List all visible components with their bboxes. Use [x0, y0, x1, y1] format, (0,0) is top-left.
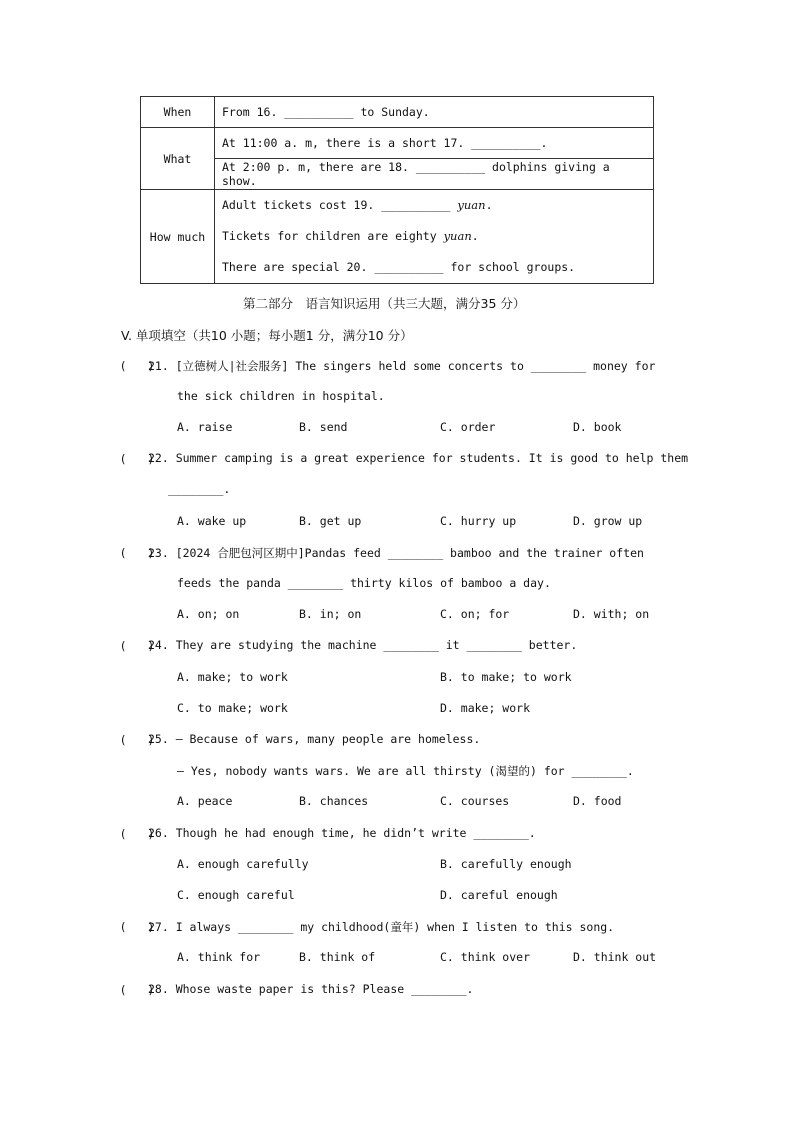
- table-row: [141, 97, 654, 128]
- option-c: C. order: [440, 420, 496, 434]
- option-b: B. get up: [299, 514, 362, 528]
- option-b: B. send: [299, 420, 348, 434]
- section-title: V. 单项填空（共10 小题；每小题1 分，满分10 分）: [121, 328, 413, 343]
- option-a: A. raise: [177, 420, 233, 434]
- table-text: .: [471, 229, 479, 243]
- option-d: D. careful enough: [440, 888, 558, 902]
- table-label-when: When: [141, 97, 215, 128]
- option-c: C. on; for: [440, 607, 510, 621]
- table-line: [222, 190, 646, 221]
- table-row: [141, 190, 654, 284]
- option-b: B. to make; to work: [440, 670, 572, 684]
- table-text: Tickets for children are eighty: [222, 229, 444, 243]
- table-row: [141, 128, 654, 159]
- answer-paren: ( ): [121, 733, 153, 747]
- option-b: B. think of: [299, 950, 376, 964]
- table-text-italic: yuan: [457, 198, 486, 212]
- option-a: A. on; on: [177, 607, 240, 621]
- question-text: 22. Summer camping is a great experience for students. It is good to help them: [148, 451, 689, 465]
- question-text: 26. Though he had enough time, he didn’t write ________.: [148, 826, 536, 840]
- table-cell: From 16. __________ to Sunday.: [215, 97, 654, 128]
- answer-paren: ( ): [121, 920, 153, 934]
- table-line: [222, 221, 646, 252]
- table-label-how-much: How much: [141, 190, 215, 284]
- answer-paren: ( ): [121, 827, 153, 841]
- question-text: 28. Whose waste paper is this? Please ________.: [148, 982, 474, 996]
- option-d: D. grow up: [573, 514, 643, 528]
- question-text: 24. They are studying the machine ________ it ________ better.: [148, 638, 578, 652]
- info-table: [140, 96, 654, 284]
- option-b: B. chances: [299, 794, 369, 808]
- option-d: D. book: [573, 420, 622, 434]
- table-text-italic: yuan: [443, 229, 472, 243]
- table-label-what: What: [141, 128, 215, 190]
- question-text: ________.: [168, 482, 231, 496]
- option-d: D. food: [573, 794, 622, 808]
- option-a: A. peace: [177, 794, 233, 808]
- option-d: D. with; on: [573, 607, 650, 621]
- part-title: 第二部分 语言知识运用（共三大题，满分35 分）: [243, 296, 526, 311]
- option-c: C. enough careful: [177, 888, 295, 902]
- table-cell: [215, 190, 654, 284]
- table-text: There are special 20. __________ for school groups.: [222, 260, 576, 274]
- question-text: the sick children in hospital.: [177, 389, 385, 403]
- answer-paren: ( ): [121, 546, 153, 560]
- table-line: [222, 252, 646, 283]
- question-text: 25. — Because of wars, many people are homeless.: [148, 732, 481, 746]
- option-b: B. carefully enough: [440, 857, 572, 871]
- answer-paren: ( ): [121, 359, 153, 373]
- table-cell: At 2:00 p. m, there are 18. __________ dolphins giving a show.: [215, 159, 654, 190]
- option-c: C. hurry up: [440, 514, 517, 528]
- option-a: A. enough carefully: [177, 857, 309, 871]
- option-d: D. make; work: [440, 701, 531, 715]
- table-text: .: [485, 198, 493, 212]
- table-text: Adult tickets cost 19. __________: [222, 198, 458, 212]
- answer-paren: ( ): [121, 639, 153, 653]
- question-text: 23. [2024 合肥包河区期中]Pandas feed ________ bamboo and the trainer often: [148, 546, 644, 560]
- option-c: C. to make; work: [177, 701, 288, 715]
- question-text: feeds the panda ________ thirty kilos of bamboo a day.: [177, 576, 551, 590]
- table-row: [141, 159, 654, 190]
- option-a: A. make; to work: [177, 670, 288, 684]
- option-c: C. think over: [440, 950, 531, 964]
- question-text: 21. [立德树人|社会服务] The singers held some concerts to ________ money for: [148, 359, 656, 373]
- option-a: A. think for: [177, 950, 261, 964]
- option-c: C. courses: [440, 794, 510, 808]
- question-text: — Yes, nobody wants wars. We are all thirsty (渴望的) for ________.: [177, 764, 634, 778]
- question-text: 27. I always ________ my childhood(童年) when I listen to this song.: [148, 920, 615, 934]
- table-cell: At 11:00 a. m, there is a short 17. __________.: [215, 128, 654, 159]
- answer-paren: ( ): [121, 983, 153, 997]
- option-d: D. think out: [573, 950, 657, 964]
- option-a: A. wake up: [177, 514, 247, 528]
- option-b: B. in; on: [299, 607, 362, 621]
- answer-paren: ( ): [121, 452, 153, 466]
